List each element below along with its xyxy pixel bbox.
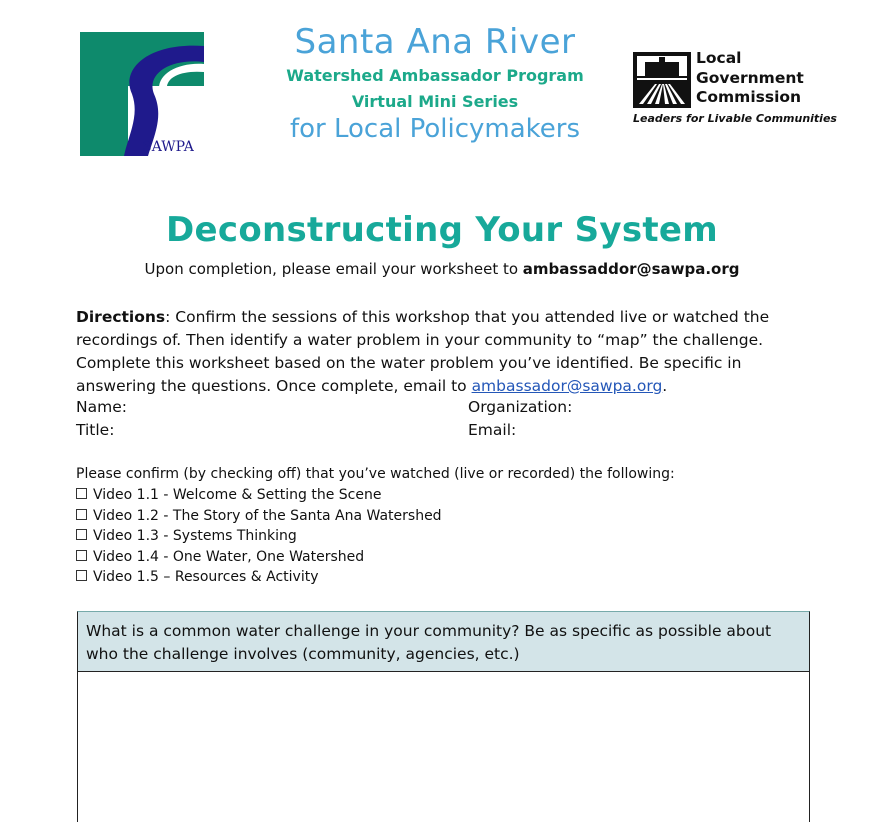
checklist-item-video-1-1[interactable]	[76, 485, 442, 506]
directions-text: : Confirm the sessions of this workshop that you attended live or watched the recordings of. Then identify a water problem in your community to “map” the challenge. Complete this worksheet based on the water problem you’ve identified. Be specific in answering the questions. Once complete, email to	[76, 308, 770, 395]
checklist-label: Video 1.1 - Welcome & Setting the Scene	[93, 487, 382, 503]
lgc-line-3: Commission	[696, 88, 802, 106]
title-field-label[interactable]: Title:	[76, 421, 115, 439]
lgc-line-1: Local	[696, 49, 742, 67]
email-note-prefix: Upon completion, please email your worksheet to	[144, 260, 523, 278]
email-note-address: ambassaddor@sawpa.org	[522, 260, 740, 278]
checklist-item-video-1-4[interactable]	[76, 547, 442, 568]
lgc-logo-icon	[633, 52, 691, 108]
checklist-label: Video 1.5 – Resources & Activity	[93, 569, 319, 586]
header-series: Virtual Mini Series	[351, 92, 519, 111]
video-checklist	[76, 485, 442, 588]
header-subtitle: for Local Policymakers	[289, 114, 581, 144]
checklist-item-video-1-5[interactable]	[76, 567, 442, 588]
checkbox[interactable]	[76, 529, 87, 540]
checkbox[interactable]	[76, 488, 87, 499]
lgc-name	[696, 49, 804, 108]
checkbox[interactable]	[76, 550, 87, 561]
header-program: Watershed Ambassador Program	[286, 66, 584, 85]
answer-area[interactable]	[78, 672, 809, 822]
lgc-tagline: Leaders for Livable Communities	[633, 112, 837, 125]
email-field-label[interactable]: Email:	[468, 421, 517, 439]
directions-label: Directions	[76, 308, 166, 326]
sawpa-logo-text: SAWPA	[142, 139, 194, 155]
header-title: Santa Ana River	[294, 22, 576, 62]
checklist-label: Video 1.4 - One Water, One Watershed	[93, 548, 365, 565]
directions	[76, 306, 796, 398]
question-table	[77, 611, 810, 822]
organization-field-label[interactable]: Organization:	[468, 398, 573, 416]
checklist-label: Video 1.2 - The Story of the Santa Ana Watershed	[93, 507, 442, 524]
directions-end: .	[662, 377, 668, 395]
directions-email-link[interactable]: ambassador@sawpa.org	[471, 377, 663, 395]
question-header: What is a common water challenge in your community? Be as specific as possible about who the challenge involves (community, agencies, etc.)	[78, 612, 809, 672]
checklist-item-video-1-2[interactable]	[76, 506, 442, 527]
worksheet-title: Deconstructing Your System	[166, 210, 718, 250]
checklist-item-video-1-3[interactable]	[76, 526, 442, 547]
confirm-instructions: Please confirm (by checking off) that you’ve watched (live or recorded) the following:	[76, 466, 675, 482]
checkbox[interactable]	[76, 509, 87, 520]
checkbox[interactable]	[76, 570, 87, 581]
checklist-label: Video 1.3 - Systems Thinking	[93, 528, 297, 545]
name-field-label[interactable]: Name:	[76, 398, 127, 416]
sawpa-logo	[80, 32, 204, 156]
lgc-line-2: Government	[696, 68, 804, 87]
email-note	[0, 260, 884, 278]
